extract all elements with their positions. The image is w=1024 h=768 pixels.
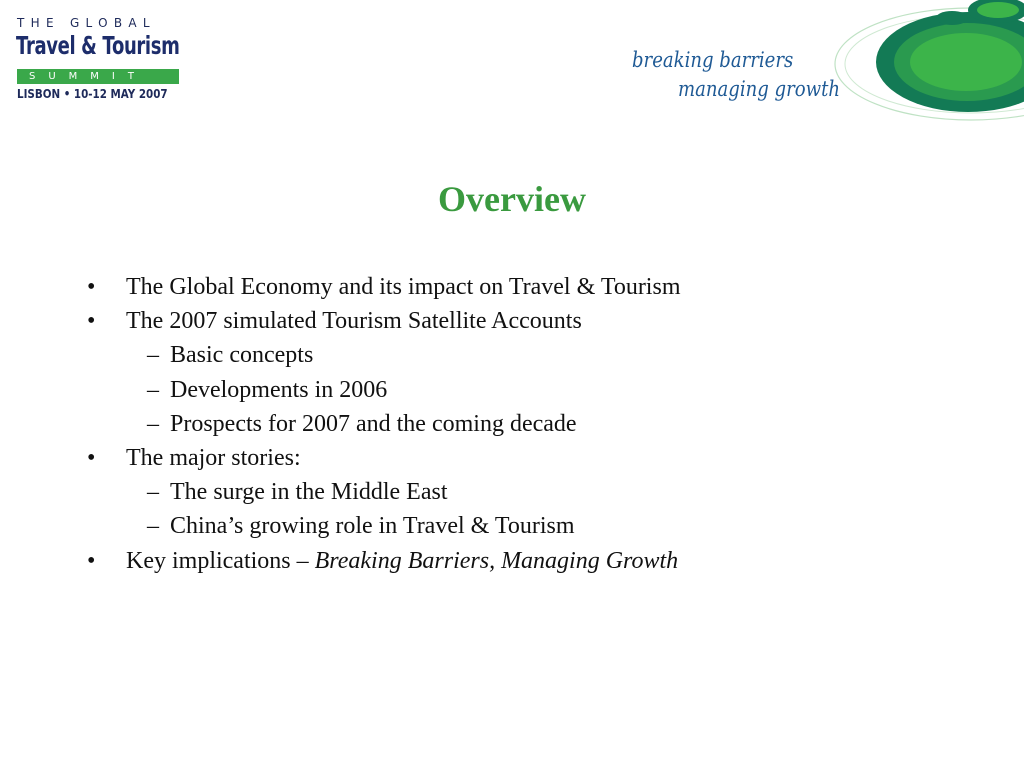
- dash-marker: –: [147, 342, 159, 369]
- bullet-marker: •: [87, 274, 96, 300]
- bullet-text-main: Developments in 2006: [170, 376, 388, 403]
- bullet-text-main: The 2007 simulated Tourism Satellite Accounts: [126, 308, 582, 335]
- dash-marker: –: [147, 479, 159, 506]
- concentric-circles-graphic: [800, 0, 1024, 130]
- bullet-text: [126, 441, 301, 475]
- sub-bullet-item: [0, 475, 1024, 509]
- tagline-breaking-barriers: breaking barriers: [632, 48, 794, 72]
- sub-bullet-item: [0, 373, 1024, 407]
- sub-bullet-item: [0, 407, 1024, 441]
- bullet-text-main: The surge in the Middle East: [170, 479, 448, 506]
- dash-marker: –: [147, 513, 159, 540]
- dash-marker: –: [147, 376, 159, 403]
- bullet-marker: •: [87, 308, 96, 335]
- bullet-text-main: The major stories:: [126, 444, 301, 471]
- bullet-item: [0, 304, 1024, 338]
- bullet-marker: •: [87, 547, 96, 574]
- bullet-item: [0, 544, 1024, 578]
- bullet-text: [126, 270, 680, 304]
- bullet-text-main: Key implications –: [126, 547, 315, 574]
- bullet-item: [0, 270, 1024, 304]
- bullet-item: [0, 441, 1024, 475]
- tagline-managing-growth: managing growth: [678, 77, 840, 101]
- logo-line-travel-tourism: Travel & Tourism: [16, 31, 180, 60]
- sub-bullet-item: [0, 338, 1024, 372]
- bullet-text-main: Basic concepts: [170, 342, 314, 369]
- bullet-text: [126, 304, 582, 338]
- logo-summit-band: SUMMIT: [17, 69, 179, 84]
- bullet-text: [126, 544, 678, 578]
- logo-location-dates: LISBON • 10-12 MAY 2007: [17, 87, 168, 101]
- slide-title: Overview: [438, 179, 586, 219]
- bullet-text-main: China’s growing role in Travel & Tourism: [170, 513, 575, 540]
- bullet-marker: •: [87, 444, 96, 471]
- bullet-text: [170, 475, 448, 509]
- logo-line-the-global: THE GLOBAL: [17, 16, 156, 30]
- bullet-text: [170, 407, 577, 441]
- sub-bullet-item: [0, 509, 1024, 543]
- bullet-text: [170, 509, 575, 543]
- bullet-text-main: The Global Economy and its impact on Travel & Tourism: [126, 274, 681, 300]
- dash-marker: –: [147, 410, 159, 437]
- summit-logo: [17, 16, 181, 102]
- bullet-text: [170, 373, 387, 407]
- bullet-list: [0, 270, 1024, 578]
- bullet-text-main: Prospects for 2007 and the coming decade: [170, 410, 577, 437]
- bullet-text: [170, 338, 313, 372]
- bullet-text-emphasis: Breaking Barriers, Managing Growth: [314, 547, 679, 574]
